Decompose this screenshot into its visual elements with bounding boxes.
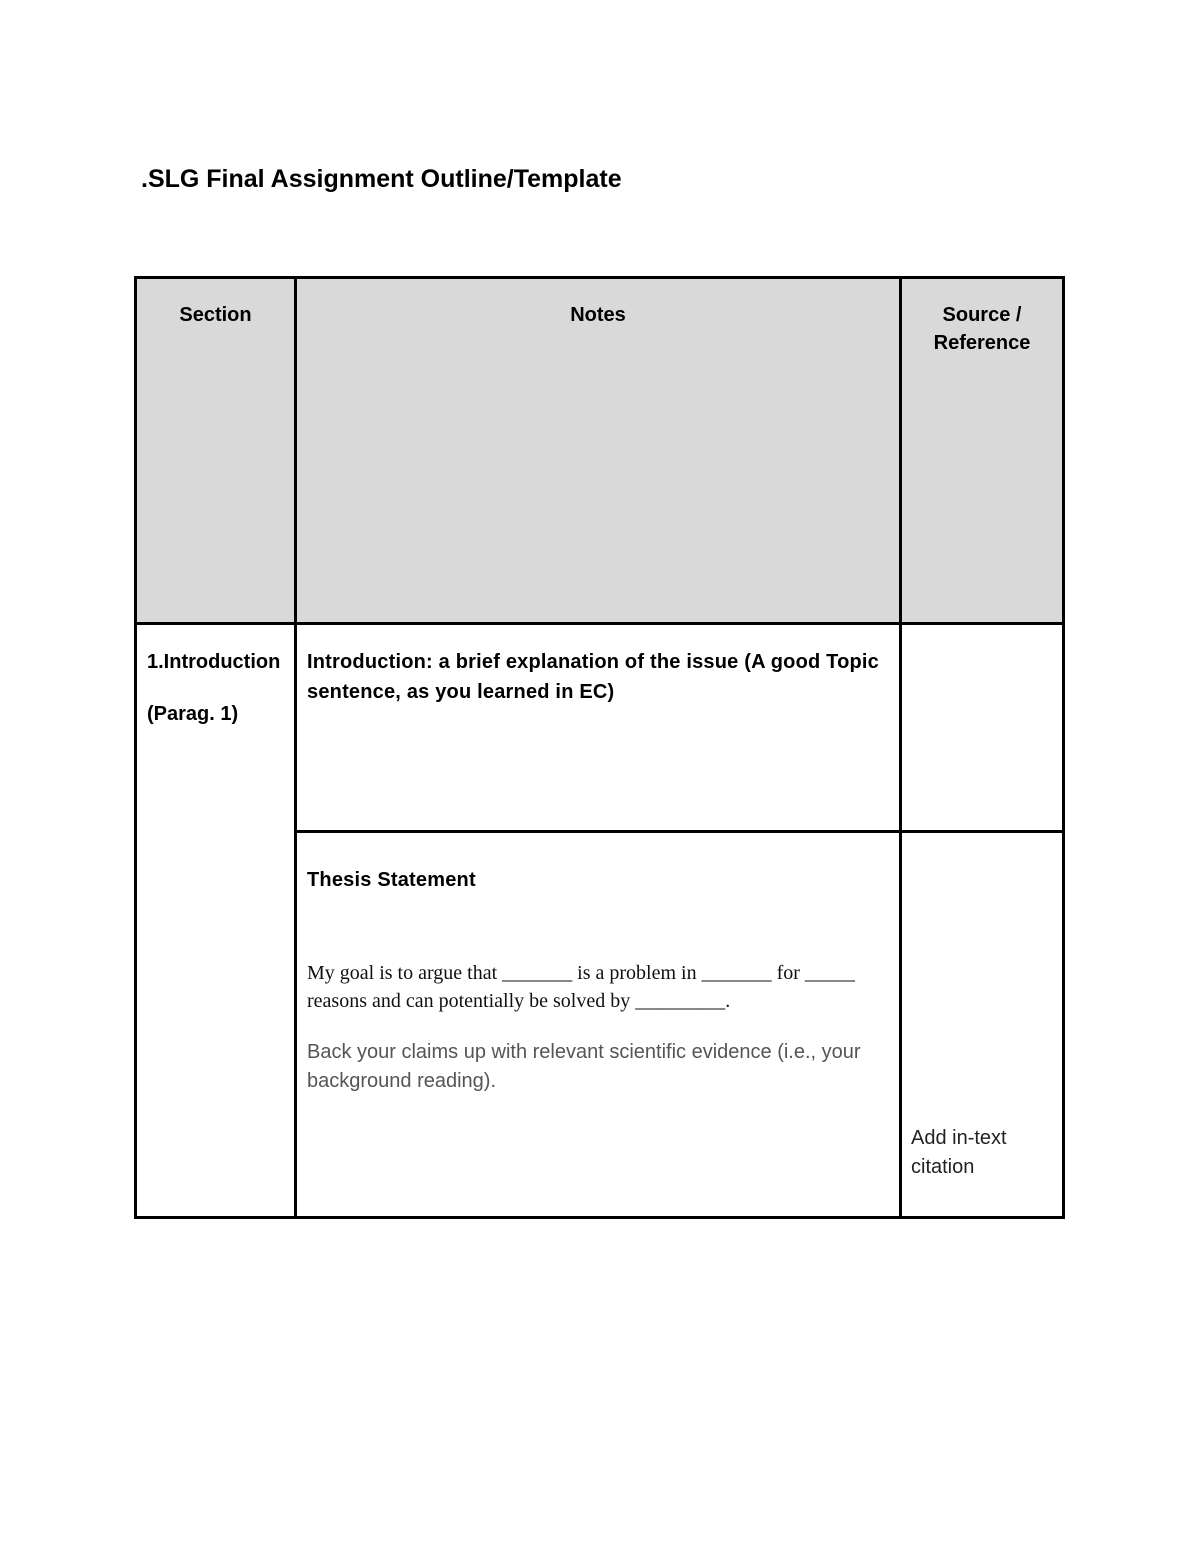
notes-cell-introduction[interactable] (296, 624, 901, 832)
notes-cell-thesis[interactable] (296, 832, 901, 1218)
header-notes-cell (296, 278, 901, 624)
header-source: Source / Reference (933, 304, 1031, 354)
section-label: 1.Introduction (147, 651, 281, 673)
header-section: Section (179, 304, 252, 326)
citation-instruction: Add in-text citation (911, 1127, 1007, 1178)
header-section-cell (136, 278, 296, 624)
section-cell-introduction (136, 624, 296, 1218)
table-header-row (136, 278, 1064, 624)
section-paragraph-label: (Parag. 1) (147, 703, 239, 725)
source-cell-thesis[interactable] (901, 832, 1064, 1218)
thesis-template-text: My goal is to argue that _______ is a problem in _______ for _____ reasons and can potentially be solved by _________. (307, 962, 855, 1012)
outline-table (134, 276, 1065, 1219)
table-row-introduction (136, 624, 1064, 832)
header-source-cell (901, 278, 1064, 624)
header-notes: Notes (570, 304, 626, 326)
introduction-source (902, 625, 1062, 647)
evidence-instruction: Back your claims up with relevant scientific evidence (i.e., your background reading). (307, 1041, 861, 1092)
thesis-heading: Thesis Statement (307, 869, 476, 891)
introduction-notes: Introduction: a brief explanation of the issue (A good Topic sentence, as you learned in EC) (307, 651, 879, 703)
source-cell-introduction[interactable] (901, 624, 1064, 832)
page-title: .SLG Final Assignment Outline/Template (141, 165, 622, 193)
